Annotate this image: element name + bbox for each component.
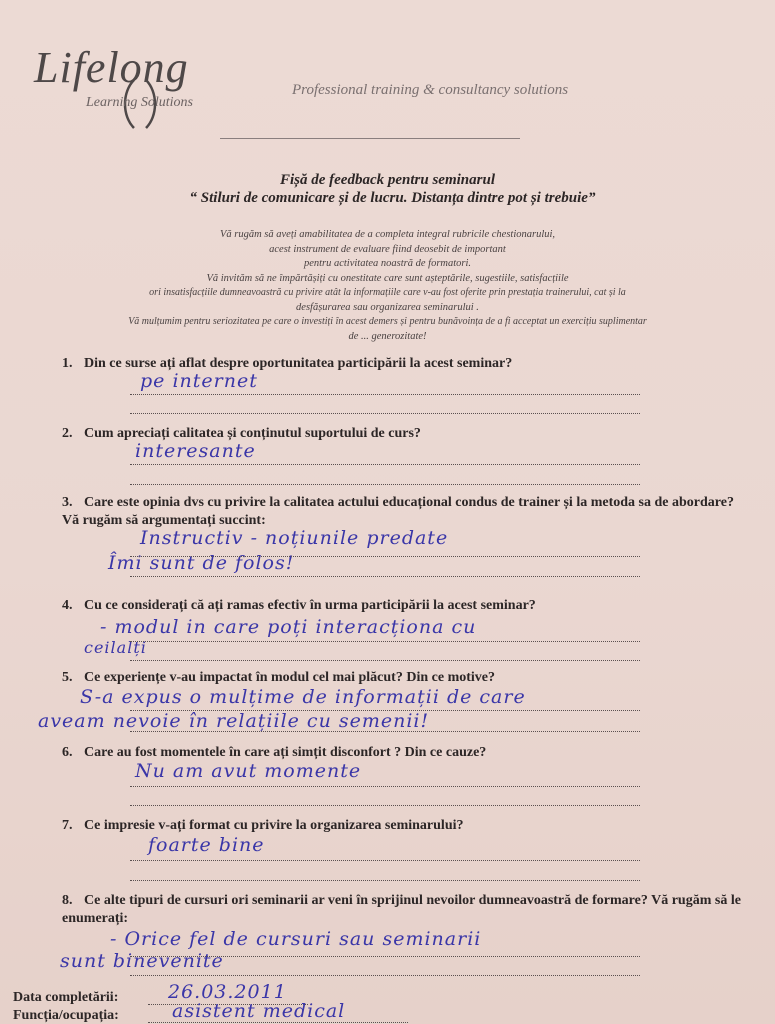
intro-line: desfășurarea sau organizarea seminarului .: [296, 301, 479, 313]
question-text: Care au fost momentele în care ați simțit disconfort ? Din ce cauze?: [84, 745, 487, 760]
answer-line: [130, 805, 640, 806]
question-text: Ce alte tipuri de cursuri ori seminarii ar veni în sprijinul nevoilor dumneavoastră de formare? Vă rugăm să le enumerați:: [62, 893, 741, 926]
intro-line: pentru activitatea noastră de formatori.: [303, 258, 472, 269]
answer-line: [130, 556, 640, 557]
question-7: [62, 818, 464, 834]
answer-5-line1[interactable]: S-a expus o mulțime de informații de care: [80, 686, 526, 708]
seminar-title-pot: pot: [507, 190, 528, 206]
answer-line: [130, 394, 640, 395]
function-label: Funcția/ocupația:: [13, 1008, 119, 1023]
question-number: 6.: [62, 745, 73, 760]
answer-3-line2[interactable]: Îmi sunt de folos!: [108, 552, 295, 574]
answer-line: [130, 860, 640, 861]
intro-line: ori insatisfacțiile dumneavoastră cu privire atât la informațiile care v-au fost oferite prin prestația trainerului, cat și la: [149, 287, 626, 298]
function-line: [148, 1022, 408, 1023]
question-text: Ce impresie v-ați format cu privire la organizarea seminarului?: [84, 818, 464, 833]
intro-line: acest instrument de evaluare fiind deosebit de important: [269, 243, 506, 255]
answer-line: [130, 731, 640, 732]
answer-line: [130, 956, 640, 957]
intro-line: Vă invităm să ne împărtășiți cu onestitate care sunt așteptările, sugestiile, satisfacțiile: [206, 272, 569, 284]
answer-1[interactable]: pe internet: [140, 370, 258, 392]
question-text: Cum apreciați calitatea și conținutul suportului de curs?: [84, 426, 421, 441]
answer-4-line1[interactable]: - modul in care poți interacționa cu: [100, 616, 477, 638]
answer-line: [130, 464, 640, 465]
answer-5-line2[interactable]: aveam nevoie în relațiile cu semenii!: [38, 710, 430, 732]
company-logo: Lifelong: [34, 43, 189, 92]
seminar-title: [5, 190, 775, 207]
question-3: [62, 494, 742, 530]
answer-8-line1[interactable]: - Orice fel de cursuri sau seminarii: [110, 928, 482, 950]
answer-line: [130, 484, 640, 485]
question-text: Din ce surse ați aflat despre oportunitatea participării la acest seminar?: [84, 356, 513, 371]
function-value[interactable]: asistent medical: [172, 1000, 346, 1022]
question-number: 8.: [62, 893, 73, 908]
question-8: [62, 892, 742, 928]
seminar-title-trebuie: trebuie: [544, 190, 588, 206]
header-divider: [220, 138, 520, 139]
question-text: Cu ce considerați că ați ramas efectiv în urma participării la acest seminar?: [84, 598, 536, 613]
answer-line: [130, 880, 640, 881]
answer-7[interactable]: foarte bine: [148, 834, 265, 856]
answer-3-line1[interactable]: Instructiv - noțiunile predate: [140, 527, 449, 549]
question-number: 3.: [62, 495, 73, 510]
seminar-title-prefix: “ Stiluri de comunicare și de lucru. Distanța dintre: [189, 190, 508, 206]
answer-line: [130, 786, 640, 787]
intro-text: [0, 228, 775, 344]
question-text: Care este opinia dvs cu privire la calitatea actului educațional condus de trainer și la metoda sa de abordare? Vă rugăm să argumentați succint:: [62, 495, 734, 528]
question-5: [62, 670, 495, 686]
intro-line: Vă rugăm să aveți amabilitatea de a completa integral rubricile chestionarului,: [219, 229, 556, 240]
date-label: Data completării:: [13, 990, 119, 1005]
question-1: [62, 356, 512, 372]
question-number: 5.: [62, 670, 73, 685]
date-value[interactable]: 26.03.2011: [168, 981, 287, 1003]
intro-line: Vă mulțumim pentru seriozitatea pe care o investiți în acest demers și pentru bunăvoința de a fi acceptat un exercițiu suplimentar: [128, 316, 647, 327]
question-6: [62, 745, 486, 761]
question-number: 1.: [62, 356, 73, 371]
question-4: [62, 598, 536, 614]
answer-line: [130, 641, 640, 642]
logo-subtitle: Learning Solutions: [86, 95, 193, 110]
question-number: 2.: [62, 426, 73, 441]
tagline: Professional training & consultancy solutions: [292, 82, 569, 98]
answer-6[interactable]: Nu am avut momente: [135, 760, 362, 782]
answer-2[interactable]: interesante: [135, 440, 256, 462]
question-number: 7.: [62, 818, 73, 833]
form-title: Fișă de feedback pentru seminarul: [279, 172, 495, 188]
intro-line: de ... generozitate!: [348, 330, 427, 342]
question-text: Ce experiențe v-au impactat în modul cel mai plăcut? Din ce motive?: [84, 670, 495, 685]
seminar-title-and: și: [527, 190, 545, 206]
answer-line: [130, 413, 640, 414]
answer-line: [130, 576, 640, 577]
answer-line: [130, 660, 640, 661]
answer-line: [130, 710, 640, 711]
question-number: 4.: [62, 598, 73, 613]
answer-line: [130, 975, 640, 976]
answer-4-line2[interactable]: ceilalți: [84, 638, 147, 657]
answer-8-line2[interactable]: sunt binevenite: [60, 950, 224, 972]
seminar-title-suffix: ”: [587, 190, 596, 206]
